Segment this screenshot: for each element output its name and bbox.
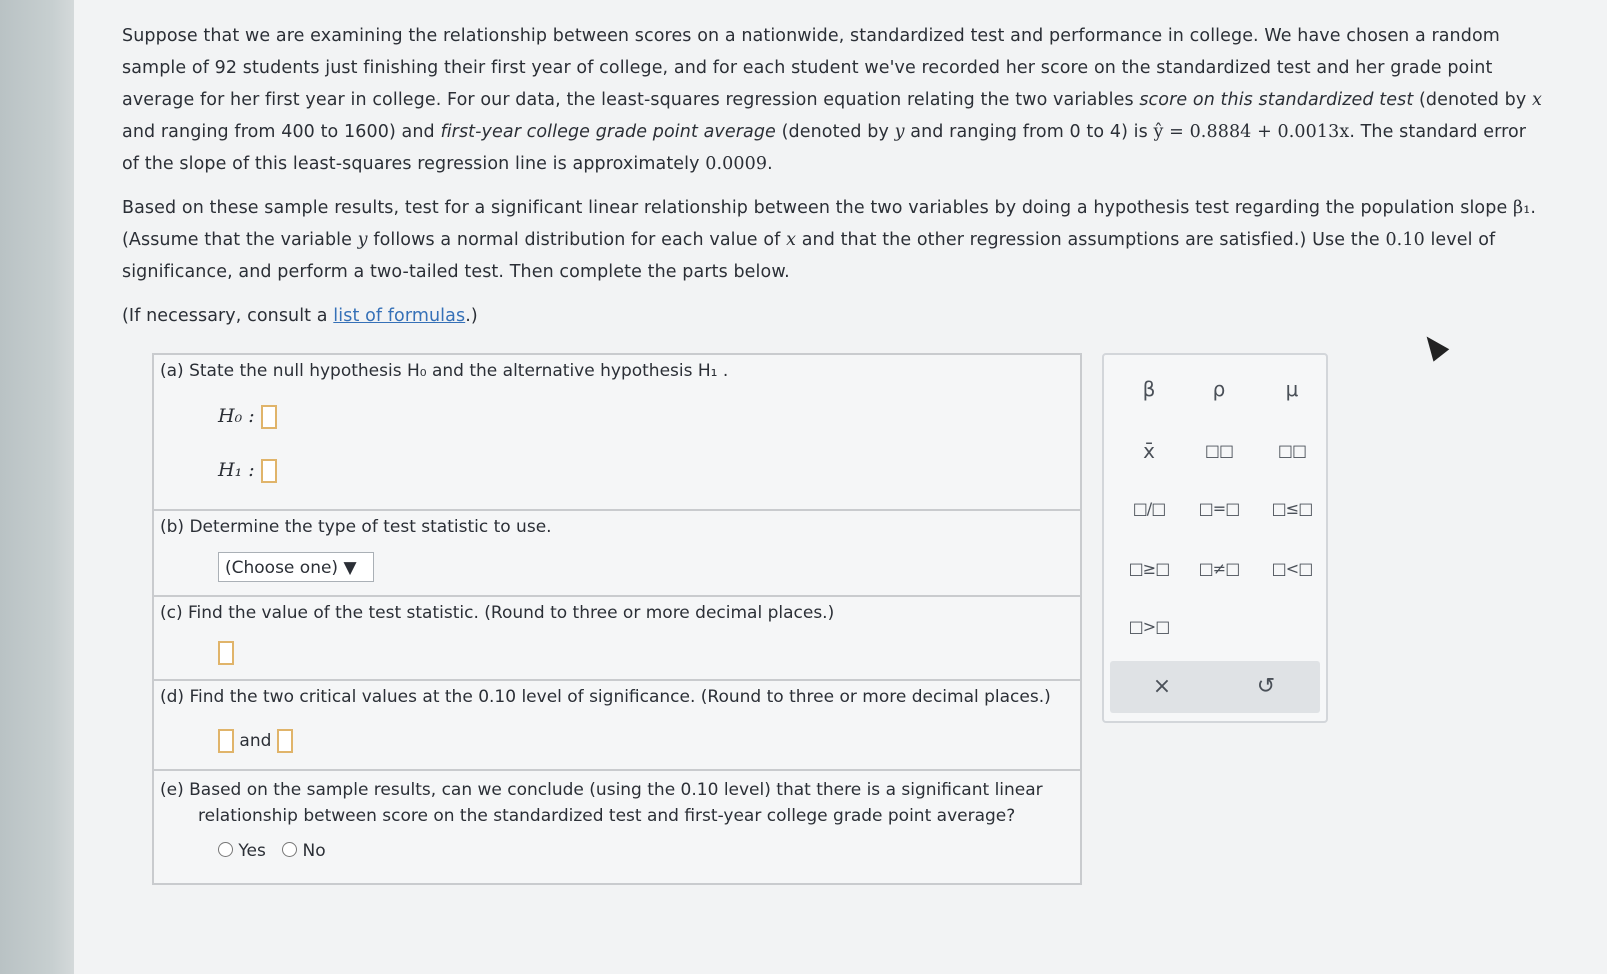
part-b: (b) Determine the type of test statistic to use. (Choose one) ▼ [154,509,1080,597]
part-e: (e) Based on the sample results, can we conclude (using the 0.10 level) that there is a significant linear relationship between score on the standardized test and first-year college grade point average? Yes No [154,769,1080,883]
subscript-button[interactable]: □□ [1277,441,1307,460]
problem-paragraph-1: Suppose that we are examining the relationship between scores on a nationwide, standardized test and performance in college. We have chosen a random sample of 92 students just finishing their first year of college, and for each student we've recorded her score on the standardized test and her grade point average for her first year in college. For our data, the least-squares regression equation relating the two variables score on this standardized test (denoted by x and ranging from 400 to 1600) and first-year college grade point average (denoted by y and ranging from 0 to 4) is ŷ = 0.8884 + 0.0013x. The standard error of the slope of this least-squares regression line is approximately 0.0009. [122,26,1542,174]
not-equal-button[interactable]: □≠□ [1198,559,1240,578]
clear-icon[interactable]: × [1152,674,1172,699]
part-d: (d) Find the two critical values at the 0.10 level of significance. (Round to three or more decimal places.) and [154,679,1080,771]
regression-equation: ŷ = 0.8884 + 0.0013x [1153,122,1350,142]
rho-button[interactable]: ρ [1212,377,1226,401]
background-left-edge [0,0,74,974]
greater-equal-button[interactable]: □≥□ [1128,559,1170,578]
fraction-button[interactable]: □/□ [1132,499,1166,518]
greater-than-button[interactable]: □>□ [1128,617,1170,636]
problem-paragraph-2: Based on these sample results, test for a significant linear relationship between the two variables by doing a hypothesis test regarding the population slope β₁. (Assume that the variable y follows a normal distribution for each value of x and that the other regression assumptions are satisfied.) Use the 0.10 level of significance, and perform a two-tailed test. Then complete the parts below. [122,198,1536,282]
problem-paragraph-3: (If necessary, consult a list of formulas.) [122,306,478,326]
alternative-hypothesis-row: H₁ : [218,459,277,483]
test-statistic-dropdown[interactable]: (Choose one) ▼ [218,552,374,582]
beta-button[interactable]: β [1142,377,1156,401]
palette-footer [1110,661,1320,713]
null-hypothesis-input[interactable] [261,405,277,429]
formulas-link[interactable]: list of formulas [333,306,466,326]
less-equal-button[interactable]: □≤□ [1271,499,1313,518]
xbar-button[interactable]: x̄ [1143,439,1155,463]
part-c: (c) Find the value of the test statistic. (Round to three or more decimal places.) [154,595,1080,681]
yes-radio[interactable] [218,842,233,857]
equals-button[interactable]: □=□ [1198,499,1240,518]
null-hypothesis-row: H₀ : [218,405,277,429]
question-parts-box [152,353,1082,885]
alternative-hypothesis-input[interactable] [261,459,277,483]
undo-icon[interactable]: ↺ [1256,674,1276,699]
test-statistic-input[interactable] [218,641,234,665]
critical-value-1-input[interactable] [218,729,234,753]
no-radio[interactable] [282,842,297,857]
problem-statement [122,20,1542,344]
math-symbol-palette [1102,353,1328,723]
part-a: (a) State the null hypothesis H₀ and the alternative hypothesis H₁ . H₀ : H₁ : [160,361,729,481]
mu-button[interactable]: μ [1285,377,1299,401]
superscript-button[interactable]: □□ [1204,441,1234,460]
less-than-button[interactable]: □<□ [1271,559,1313,578]
critical-value-2-input[interactable] [277,729,293,753]
